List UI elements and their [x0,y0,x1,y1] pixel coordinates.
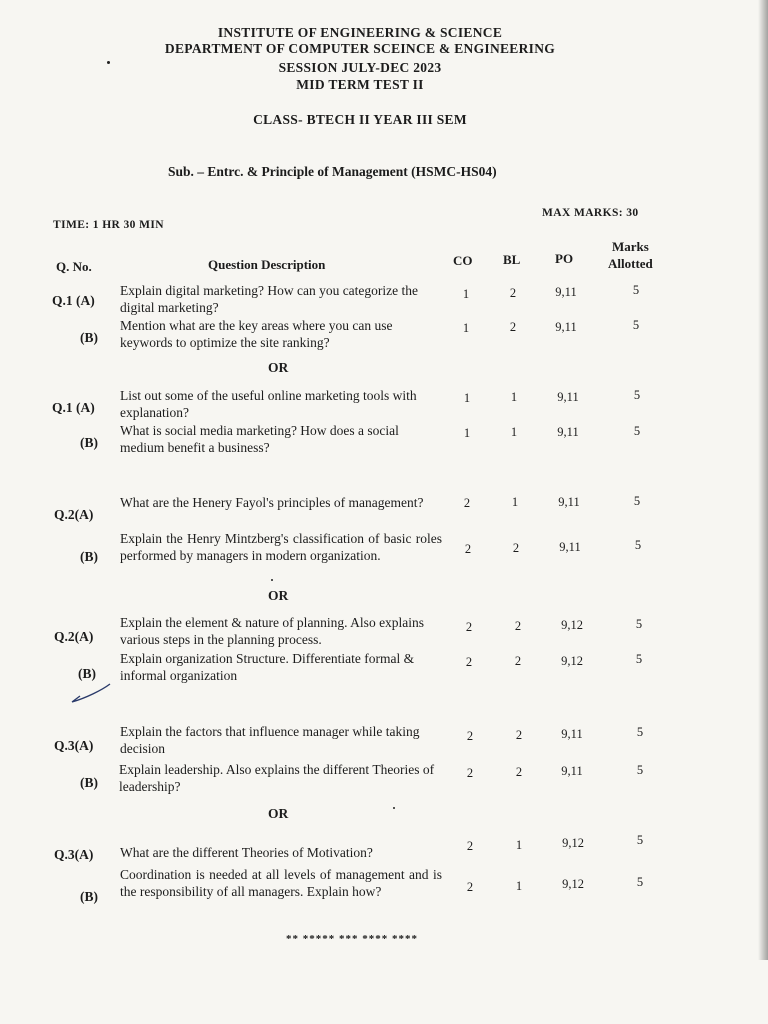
bl-value: 2 [514,654,522,668]
question-number: Q.3(A) [54,738,94,753]
co-value: 2 [466,880,474,894]
question-number: (B) [80,330,98,345]
question-text: Explain the element & nature of planning. Also explains various steps in the planning process. [120,615,425,647]
bl-value: 1 [510,390,518,404]
class-line: CLASS- BTECH II YEAR III SEM [253,112,467,127]
po-value: 9,11 [555,320,577,334]
bl-value: 2 [515,765,523,779]
stray-mark [271,579,273,581]
stray-mark [393,807,395,809]
test-name: MID TERM TEST II [296,77,424,92]
marks-value: 5 [634,538,642,552]
question-number: (B) [80,889,98,904]
question-text: Explain the factors that influence manager while taking decision [120,724,420,756]
co-value: 2 [466,729,474,743]
co-value: 1 [463,426,471,440]
question-text: Explain the Henry Mintzberg's classification of basic roles performed by managers in modern organization. [120,531,442,563]
po-value: 9,11 [561,727,583,741]
department-name: DEPARTMENT OF COMPUTER SCEINCE & ENGINEERING [164,41,556,56]
co-value: 2 [465,620,473,634]
marks-value: 5 [633,494,641,508]
question-number: Q.3(A) [54,847,94,862]
co-value: 1 [463,391,471,405]
page-edge-shadow [758,0,768,960]
col-header-qno: Q. No. [56,259,92,274]
bl-value: 2 [515,728,523,742]
bl-value: 2 [509,286,517,300]
po-value: 9,11 [561,764,583,778]
marks-value: 5 [636,833,644,847]
stray-mark [107,61,110,64]
question-number: (B) [78,666,96,681]
col-header-description: Question Description [208,257,326,272]
or-divider: OR [268,588,289,603]
question-text: What is social media marketing? How does a social medium benefit a business? [120,423,399,455]
subject-line: Sub. – Entrc. & Principle of Management (HSMC-HS04) [168,164,497,179]
bl-value: 1 [515,838,523,852]
max-marks-label: MAX MARKS: 30 [542,207,639,219]
marks-value: 5 [632,283,640,297]
bl-value: 1 [511,495,519,509]
col-header-po: PO [555,251,574,266]
bl-value: 2 [509,320,517,334]
question-number: Q.1 (A) [52,293,95,308]
bl-value: 1 [515,879,523,893]
pen-tick-mark [68,670,118,706]
question-text: Mention what are the key areas where you can use keywords to optimize the site ranking? [120,318,393,350]
end-of-paper-marker: ** ***** *** **** **** [286,933,418,945]
col-header-co: CO [453,253,473,268]
col-header-marks-2: Allotted [608,256,653,271]
or-divider: OR [268,360,289,375]
question-number: Q.2(A) [54,629,94,644]
question-number: Q.2(A) [54,507,94,522]
question-text: Explain leadership. Also explains the different Theories of leadership? [119,762,435,794]
bl-value: 2 [514,619,522,633]
marks-value: 5 [632,318,640,332]
question-text: Explain digital marketing? How can you categorize the digital marketing? [120,283,419,315]
co-value: 2 [463,496,471,510]
question-number: Q.1 (A) [52,400,95,415]
po-value: 9,11 [558,495,580,509]
po-value: 9,11 [557,390,579,404]
co-value: 2 [466,839,474,853]
co-value: 1 [462,287,470,301]
time-label: TIME: 1 HR 30 MIN [53,219,164,231]
po-value: 9,12 [561,654,583,668]
marks-value: 5 [633,388,641,402]
po-value: 9,11 [557,425,579,439]
po-value: 9,12 [562,877,584,891]
co-value: 2 [466,766,474,780]
bl-value: 1 [510,425,518,439]
po-value: 9,11 [555,285,577,299]
co-value: 2 [464,542,472,556]
col-header-bl: BL [503,252,521,267]
marks-value: 5 [635,652,643,666]
session: SESSION JULY-DEC 2023 [278,60,442,75]
question-text: Coordination is needed at all levels of management and is the responsibility of all managers. Explain how? [120,867,442,899]
question-number: (B) [80,435,98,450]
question-number: (B) [80,775,98,790]
question-number: (B) [80,549,98,564]
or-divider: OR [268,806,289,821]
po-value: 9,11 [559,540,581,554]
question-text: Explain organization Structure. Differentiate formal & informal organization [120,651,415,683]
question-text: What are the different Theories of Motivation? [120,845,373,860]
co-value: 1 [462,321,470,335]
marks-value: 5 [635,617,643,631]
marks-value: 5 [633,424,641,438]
question-text: What are the Henery Fayol's principles of management? [120,495,424,510]
col-header-marks-1: Marks [612,239,649,254]
marks-value: 5 [636,875,644,889]
po-value: 9,12 [561,618,583,632]
co-value: 2 [465,655,473,669]
marks-value: 5 [636,763,644,777]
question-text: List out some of the useful online marketing tools with explanation? [120,388,417,420]
bl-value: 2 [512,541,520,555]
po-value: 9,12 [562,836,584,850]
marks-value: 5 [636,725,644,739]
institute-name: INSTITUTE OF ENGINEERING & SCIENCE [217,25,503,40]
